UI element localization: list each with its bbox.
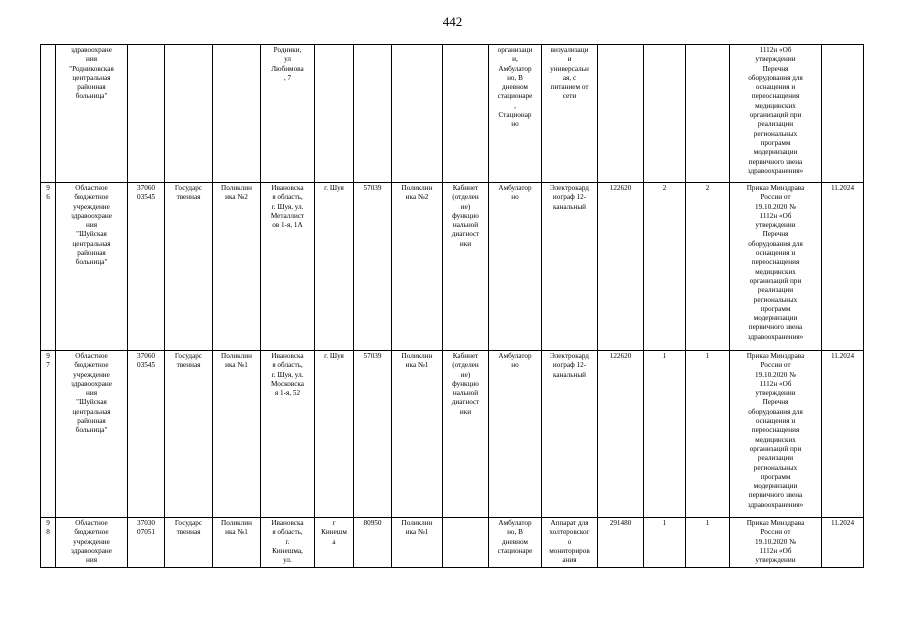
locality-cell: г. Шуя [315,351,354,518]
date-cell: 11.2024 [822,518,864,568]
locality-cell [315,45,354,183]
okpo-cell [128,45,165,183]
okpo-cell: 37060 03545 [128,183,165,351]
row-number-cell: 9 6 [41,183,56,351]
okpo-cell: 37030 07051 [128,518,165,568]
oktmo-cell: 80950 [354,518,392,568]
subdivision-cell: Поликлин ика №1 [392,518,443,568]
care-conditions-cell: организаци и, Амбулатор но, В дневном стационаре , Стационар но [489,45,542,183]
ownership-cell: Государс твенная [165,183,213,351]
quantity-planned-cell [686,45,730,183]
table-row [41,351,864,518]
equipment-name-cell: Электрокард иограф 12- канальный [542,351,598,518]
date-cell [822,45,864,183]
department-cell: Кабинет (отделен ие) функцио нальной диагност ики [443,183,489,351]
quantity-planned-cell: 1 [686,518,730,568]
table-row [41,45,864,183]
code-cell: 291480 [598,518,644,568]
okpo-cell: 37060 03545 [128,351,165,518]
oktmo-cell: 57039 [354,351,392,518]
code-cell: 122620 [598,351,644,518]
date-cell: 11.2024 [822,351,864,518]
subdivision-cell: Поликлин ика №1 [392,351,443,518]
address-cell: Ивановска я область, г. Шуя, ул. Московска я 1-я, 52 [261,351,315,518]
ownership-cell [165,45,213,183]
quantity-needed-cell: 1 [644,351,686,518]
date-cell: 11.2024 [822,183,864,351]
quantity-needed-cell [644,45,686,183]
equipment-name-cell: Аппарат для холтеровског о мониториров ания [542,518,598,568]
oktmo-cell [354,45,392,183]
row-number-cell: 9 8 [41,518,56,568]
table-row [41,518,864,568]
legal-basis-cell: Приказ Минздрава России от 19.10.2020 № 1112н «Об утверждении [730,518,822,568]
unit-cell: Поликлин ика №1 [213,518,261,568]
locality-cell: г Кинешм а [315,518,354,568]
care-conditions-cell: Амбулатор но, В дневном стационаре [489,518,542,568]
organization-cell: здравоохране ния "Родниковская центральная районная больница" [56,45,128,183]
organization-cell: Областное бюджетное учреждение здравоохране ния [56,518,128,568]
oktmo-cell: 57039 [354,183,392,351]
ownership-cell: Государс твенная [165,351,213,518]
department-cell: Кабинет (отделен ие) функцио нальной диагност ики [443,351,489,518]
equipment-table [40,44,864,568]
organization-cell: Областное бюджетное учреждение здравоохране ния "Шуйская центральная районная больница" [56,351,128,518]
row-number-cell: 9 7 [41,351,56,518]
quantity-planned-cell: 1 [686,351,730,518]
unit-cell [213,45,261,183]
legal-basis-cell: Приказ Минздрава России от 19.10.2020 № 1112н «Об утверждении Перечня оборудования для оснащения и переоснащения медицинских организаций при реализации региональных программ модернизации первичного звена здравоохранения» [730,351,822,518]
page-number: 442 [442,14,463,29]
table-row [41,183,864,351]
address-cell: Ивановска я область, г. Шуя, ул. Металлист ов 1-я, 1А [261,183,315,351]
organization-cell: Областное бюджетное учреждение здравоохране ния "Шуйская центральная районная больница" [56,183,128,351]
row-number-cell [41,45,56,183]
department-cell [443,45,489,183]
legal-basis-cell: Приказ Минздрава России от 19.10.2020 № 1112н «Об утверждении Перечня оборудования для оснащения и переоснащения медицинских организаций при реализации региональных программ модернизации первичного звена здравоохранения» [730,183,822,351]
department-cell [443,518,489,568]
address-cell: Родники, ул Любимова , 7 [261,45,315,183]
locality-cell: г. Шуя [315,183,354,351]
care-conditions-cell: Амбулатор но [489,351,542,518]
code-cell [598,45,644,183]
subdivision-cell [392,45,443,183]
subdivision-cell: Поликлин ика №2 [392,183,443,351]
unit-cell: Поликлин ика №2 [213,183,261,351]
equipment-name-cell: Электрокард иограф 12- канальный [542,183,598,351]
equipment-name-cell: визуализаци и универсальн ая, с питанием от сети [542,45,598,183]
care-conditions-cell: Амбулатор но [489,183,542,351]
unit-cell: Поликлин ика №1 [213,351,261,518]
code-cell: 122620 [598,183,644,351]
address-cell: Ивановска я область, г. Кинешма, ул. [261,518,315,568]
quantity-planned-cell: 2 [686,183,730,351]
quantity-needed-cell: 2 [644,183,686,351]
quantity-needed-cell: 1 [644,518,686,568]
legal-basis-cell: 1112н «Об утверждении Перечня оборудования для оснащения и переоснащения медицинских организаций при реализации региональных программ модернизации первичного звена здравоохранения» [730,45,822,183]
ownership-cell: Государс твенная [165,518,213,568]
